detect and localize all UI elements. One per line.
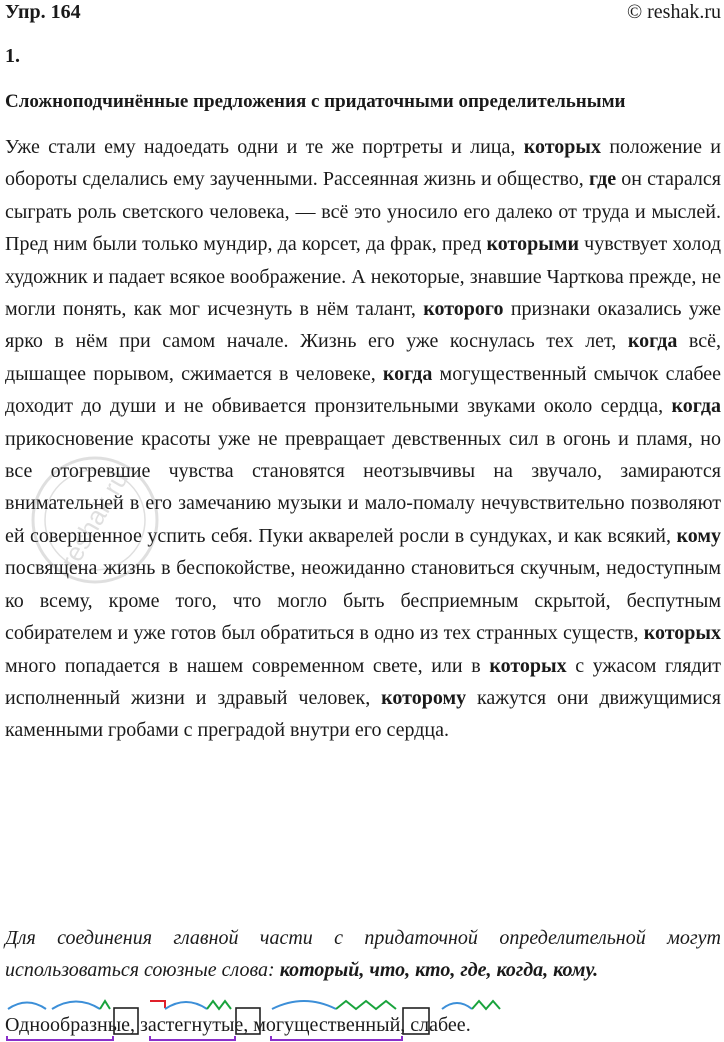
relative-word: когда xyxy=(627,330,678,353)
passage-text: с ужасом глядит исполненный жизни и здравый человек, xyxy=(5,654,722,709)
morpheme-analysis-words xyxy=(5,1012,471,1038)
relative-word: когда xyxy=(671,395,721,418)
relative-word: которого xyxy=(423,298,504,321)
svg-text:reshak.ru: reshak.ru xyxy=(54,465,135,574)
passage-text: он старался сыграть роль светского человека, — всё это уносило его далеко от труда и мыслей. Пред ним были только мундир, да корсет, да фрак, пред xyxy=(5,168,721,256)
literary-passage xyxy=(5,131,721,747)
note-lead: Для соединения главной части с придаточной определительной могут использоваться союзные слова: xyxy=(5,927,721,982)
root-arc-mark xyxy=(442,1003,472,1009)
relative-word: которому xyxy=(381,686,467,709)
exercise-title: Упр. 164 xyxy=(5,1,81,23)
relative-word: когда xyxy=(382,362,433,385)
root-arc-mark xyxy=(52,1002,100,1010)
root-arc-mark xyxy=(8,1003,46,1010)
root-arc-mark xyxy=(272,1001,336,1009)
suffix-mark xyxy=(472,1001,500,1009)
relative-word: которых xyxy=(523,136,602,158)
passage-text: могущественный смычок слабее доходит до души и не обвивается пронзительными звуками около сердца, xyxy=(5,362,721,418)
parsed-word: Однообразные xyxy=(5,1014,131,1036)
root-arc-mark xyxy=(165,1002,207,1009)
word-separator: , xyxy=(130,1014,141,1036)
word-separator: . xyxy=(465,1014,471,1036)
section-heading: Сложноподчинённые предложения с придаточными определительными xyxy=(5,91,626,112)
passage-text: кажутся они движущимися каменными гробами с преградой внутри его сердца. xyxy=(5,686,721,742)
relative-word: которых xyxy=(643,622,721,645)
prefix-mark xyxy=(150,1001,165,1008)
grammar-note xyxy=(5,922,721,987)
header xyxy=(0,0,724,24)
word-separator: , xyxy=(400,1014,411,1036)
passage-text: всё, дышащее порывом, сжимается в человеке, xyxy=(5,330,721,385)
suffix-mark xyxy=(100,1001,110,1009)
passage-text: посвящена жизнь в беспокойстве, неожиданно становиться скучным, недоступным ко всему, кроме того, что могло быть бесприемным скрытой, беспутным собирателем и уже готов был обратиться в одно из тех странных существ, xyxy=(5,557,721,645)
suffix-mark xyxy=(336,1001,396,1009)
note-conjunctive-words: который, что, кто, где, когда, кому. xyxy=(279,959,599,982)
passage-text: много попадается в нашем современном свете, или в xyxy=(5,654,490,677)
relative-word: где xyxy=(588,168,617,191)
site-credit[interactable]: © reshak.ru xyxy=(626,1,721,23)
item-number: 1. xyxy=(5,45,20,67)
word-separator: , xyxy=(243,1014,254,1036)
passage-text: положение и обороты сделались ему заученными. Рассеянная жизнь и общество, xyxy=(5,136,721,191)
suffix-mark xyxy=(207,1001,231,1009)
relative-word: которыми xyxy=(486,233,579,256)
parsed-word: могущественный xyxy=(253,1014,401,1036)
passage-text: прикосновение красоты уже не превращает девственных сил в огонь и пламя, но все отогревшие чувства становятся неотзывчивы на звучало, замираются внимательней в его замечанию музыки и мало-помалу нечувствительно позволяют ей совершенное успить себя. Пуки акварелей росли в сундуках, и как всякий, xyxy=(5,427,721,547)
watermark-seal xyxy=(20,440,170,600)
passage-text: признаки оказались уже ярко в нём при самом начале. Жизнь его уже коснулась тех лет, xyxy=(5,298,721,353)
relative-word: которых xyxy=(489,654,567,677)
relative-word: кому xyxy=(676,524,721,547)
passage-text: чувствует холод художник и падает всякое воображение. А некоторые, знавшие Чарткова прежде, не могли понять, как мог исчезнуть в нём талант, xyxy=(5,233,721,321)
passage-text: Уже стали ему надоедать одни и те же портреты и лица, xyxy=(5,136,524,158)
parsed-word: застегнутые xyxy=(140,1014,244,1036)
parsed-word: слабее xyxy=(410,1014,466,1036)
